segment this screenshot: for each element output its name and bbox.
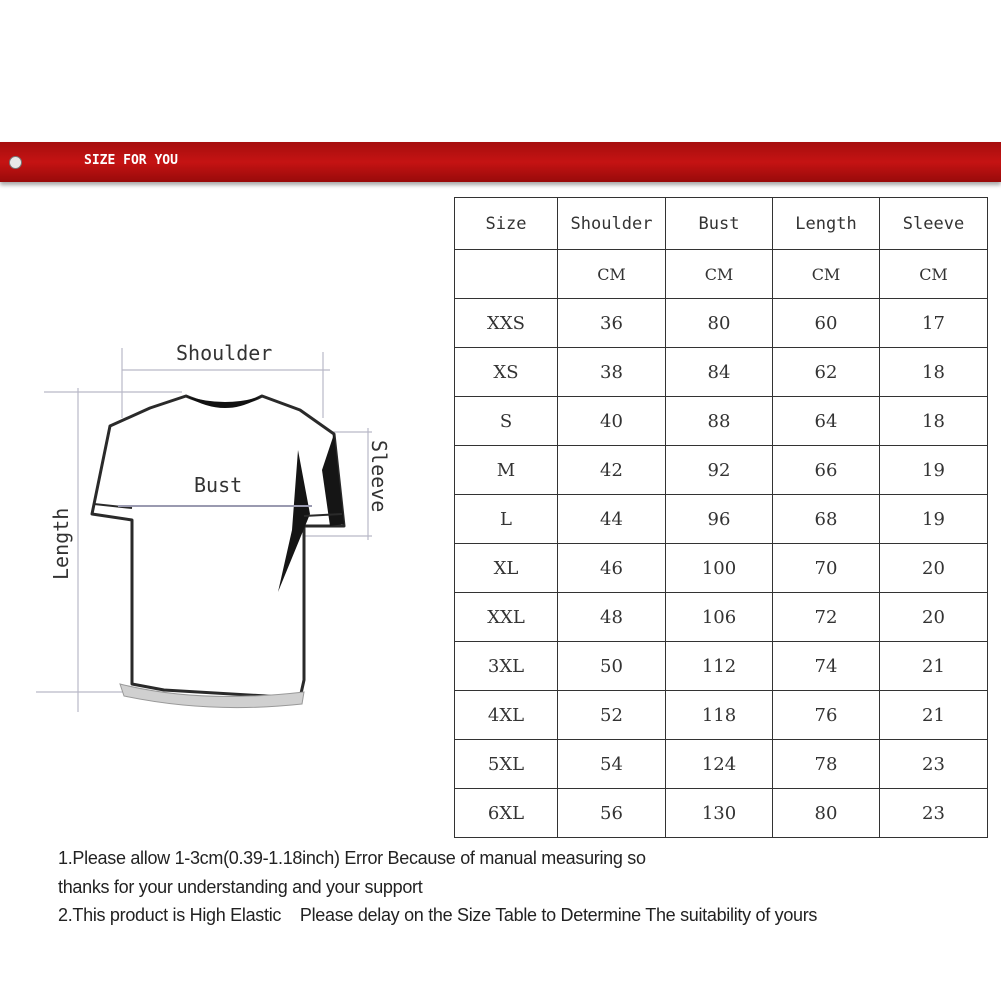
cell-size: XXL (455, 593, 558, 642)
cell-bust: 96 (666, 495, 773, 544)
table-row (455, 691, 988, 740)
cell-size: XXS (455, 299, 558, 348)
cell-sleeve: 19 (880, 446, 988, 495)
header-bust: Bust (666, 198, 773, 250)
cell-bust: 118 (666, 691, 773, 740)
header-length: Length (773, 198, 880, 250)
unit-sleeve: CM (880, 250, 988, 299)
note-line: 2.This product is High Elastic Please delay on the Size Table to Determine The suitability of yours (58, 905, 818, 925)
cell-bust: 84 (666, 348, 773, 397)
size-chart-table (454, 197, 988, 838)
cell-shoulder: 48 (558, 593, 666, 642)
table-row (455, 789, 988, 838)
cell-size: 3XL (455, 642, 558, 691)
cell-shoulder: 38 (558, 348, 666, 397)
cell-length: 62 (773, 348, 880, 397)
cell-size: M (455, 446, 558, 495)
length-label: Length (49, 507, 73, 580)
cell-shoulder: 44 (558, 495, 666, 544)
cell-length: 78 (773, 740, 880, 789)
header-size: Size (455, 198, 558, 250)
cell-shoulder: 36 (558, 299, 666, 348)
cell-bust: 124 (666, 740, 773, 789)
cell-sleeve: 21 (880, 691, 988, 740)
table-row (455, 642, 988, 691)
bust-label: Bust (194, 473, 243, 497)
shoulder-label: Shoulder (176, 341, 273, 365)
sleeve-label: Sleeve (367, 440, 391, 513)
cell-shoulder: 56 (558, 789, 666, 838)
cell-sleeve: 21 (880, 642, 988, 691)
cell-bust: 130 (666, 789, 773, 838)
cell-bust: 80 (666, 299, 773, 348)
cell-bust: 100 (666, 544, 773, 593)
unit-size (455, 250, 558, 299)
note-line: thanks for your understanding and your support (58, 876, 423, 897)
cell-sleeve: 17 (880, 299, 988, 348)
cell-length: 64 (773, 397, 880, 446)
table-row (455, 348, 988, 397)
table-row (455, 593, 988, 642)
cell-sleeve: 20 (880, 544, 988, 593)
cell-size: XL (455, 544, 558, 593)
note-line: 1.Please allow 1-3cm(0.39-1.18inch) Error Because of manual measuring so (58, 848, 646, 868)
cell-size: 5XL (455, 740, 558, 789)
cell-bust: 92 (666, 446, 773, 495)
cell-sleeve: 18 (880, 348, 988, 397)
table-row (455, 495, 988, 544)
cell-length: 76 (773, 691, 880, 740)
unit-bust: CM (666, 250, 773, 299)
cell-size: 6XL (455, 789, 558, 838)
cell-length: 70 (773, 544, 880, 593)
cell-length: 60 (773, 299, 880, 348)
table-header-row (455, 198, 988, 250)
cell-sleeve: 20 (880, 593, 988, 642)
cell-size: S (455, 397, 558, 446)
cell-length: 68 (773, 495, 880, 544)
cell-shoulder: 40 (558, 397, 666, 446)
cell-size: XS (455, 348, 558, 397)
unit-shoulder: CM (558, 250, 666, 299)
header-shoulder: Shoulder (558, 198, 666, 250)
banner-title: SIZE FOR YOU (84, 153, 178, 168)
cell-bust: 88 (666, 397, 773, 446)
cell-length: 72 (773, 593, 880, 642)
size-notes (58, 844, 817, 930)
cell-sleeve: 23 (880, 740, 988, 789)
cell-shoulder: 54 (558, 740, 666, 789)
cell-shoulder: 42 (558, 446, 666, 495)
cell-shoulder: 50 (558, 642, 666, 691)
cell-sleeve: 18 (880, 397, 988, 446)
cell-size: L (455, 495, 558, 544)
cell-length: 74 (773, 642, 880, 691)
table-unit-row (455, 250, 988, 299)
cell-sleeve: 23 (880, 789, 988, 838)
size-banner (0, 142, 1001, 182)
cell-bust: 106 (666, 593, 773, 642)
cell-size: 4XL (455, 691, 558, 740)
table-row (455, 446, 988, 495)
tshirt-diagram (0, 300, 420, 720)
table-row (455, 397, 988, 446)
cell-shoulder: 52 (558, 691, 666, 740)
tshirt-icon (92, 396, 344, 708)
cell-length: 66 (773, 446, 880, 495)
cell-bust: 112 (666, 642, 773, 691)
table-row (455, 544, 988, 593)
table-row (455, 740, 988, 789)
cell-shoulder: 46 (558, 544, 666, 593)
banner-bullet-icon (9, 156, 22, 169)
unit-length: CM (773, 250, 880, 299)
cell-sleeve: 19 (880, 495, 988, 544)
table-row (455, 299, 988, 348)
header-sleeve: Sleeve (880, 198, 988, 250)
cell-length: 80 (773, 789, 880, 838)
